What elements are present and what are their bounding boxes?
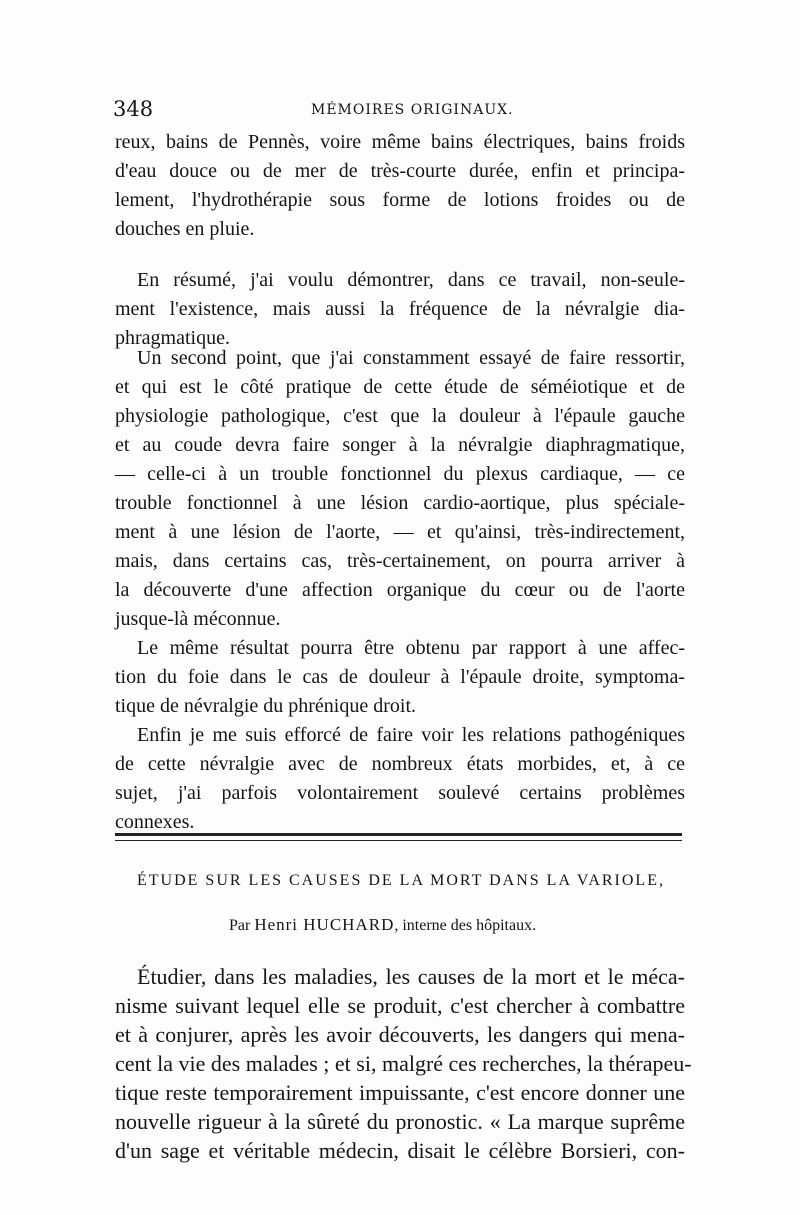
text-line: et au coude devra faire songer à la névralgie diaphragmatique,: [115, 434, 685, 456]
text-line: de cette névralgie avec de nombreux états morbides, et, à ce: [115, 753, 685, 775]
running-title: MÉMOIRES ORIGINAUX.: [311, 102, 514, 118]
text-line: tique reste temporairement impuissante, c'est encore donner une: [115, 1080, 685, 1105]
text-line: reux, bains de Pennès, voire même bains électriques, bains froids: [115, 131, 685, 153]
text-line: douches en pluie.: [115, 218, 255, 240]
text-line: cent la vie des malades ; et si, malgré ces recherches, la thérapeu-: [115, 1051, 692, 1076]
text-line: mais, dans certains cas, très-certainement, on pourra arriver à: [115, 550, 685, 572]
text-line: trouble fonctionnel à une lésion cardio-aortique, plus spéciale-: [115, 492, 685, 514]
running-head: [113, 97, 688, 123]
text-line: — celle-ci à un trouble fonctionnel du plexus cardiaque, — ce: [115, 463, 685, 485]
text-line: tique de névralgie du phrénique droit.: [115, 695, 417, 717]
byline-prefix: Par: [229, 917, 251, 934]
text-line: Un second point, que j'ai constamment essayé de faire ressortir,: [137, 347, 685, 369]
text-line: En résumé, j'ai voulu démontrer, dans ce travail, non-seule-: [137, 269, 685, 291]
author-name: Henri HUCHARD: [254, 915, 395, 934]
text-line: d'eau douce ou de mer de très-courte durée, enfin et principa-: [115, 160, 685, 182]
byline-suffix: , interne des hôpitaux.: [394, 917, 537, 934]
article-title: ÉTUDE SUR LES CAUSES DE LA MORT DANS LA VARIOLE,: [137, 872, 665, 889]
separator-rule: [115, 833, 682, 836]
text-line: jusque-là méconnue.: [115, 608, 281, 630]
separator-rule: [115, 840, 682, 841]
text-line: et qui est le côté pratique de cette étude de séméiotique et de: [115, 376, 685, 398]
text-line: phragmatique.: [115, 327, 230, 349]
text-line: nouvelle rigueur à la sûreté du pronostic. « La marque suprême: [115, 1109, 685, 1134]
text-line: Étudier, dans les maladies, les causes de la mort et le méca-: [137, 964, 685, 989]
text-line: lement, l'hydrothérapie sous forme de lotions froides ou de: [115, 189, 685, 211]
text-line: d'un sage et véritable médecin, disait le célèbre Borsieri, con-: [115, 1138, 685, 1163]
article-byline: [229, 915, 536, 935]
text-line: la découverte d'une affection organique du cœur ou de l'aorte: [115, 579, 685, 601]
text-line: tion du foie dans le cas de douleur à l'épaule droite, symptoma-: [115, 666, 685, 688]
text-line: Le même résultat pourra être obtenu par rapport à une affec-: [137, 637, 685, 659]
text-line: sujet, j'ai parfois volontairement soulevé certains problèmes: [115, 782, 685, 804]
page-number: 348: [113, 97, 154, 121]
text-line: ment l'existence, mais aussi la fréquence de la névralgie dia-: [115, 298, 685, 320]
text-line: ment à une lésion de l'aorte, — et qu'ainsi, très-indirectement,: [115, 521, 685, 543]
text-line: physiologie pathologique, c'est que la douleur à l'épaule gauche: [115, 405, 685, 427]
text-line: connexes.: [115, 811, 195, 833]
text-line: et à conjurer, après les avoir découverts, les dangers qui mena-: [115, 1022, 685, 1047]
text-line: Enfin je me suis efforcé de faire voir les relations pathogéniques: [137, 724, 685, 746]
text-line: nisme suivant lequel elle se produit, c'est chercher à combattre: [115, 993, 685, 1018]
